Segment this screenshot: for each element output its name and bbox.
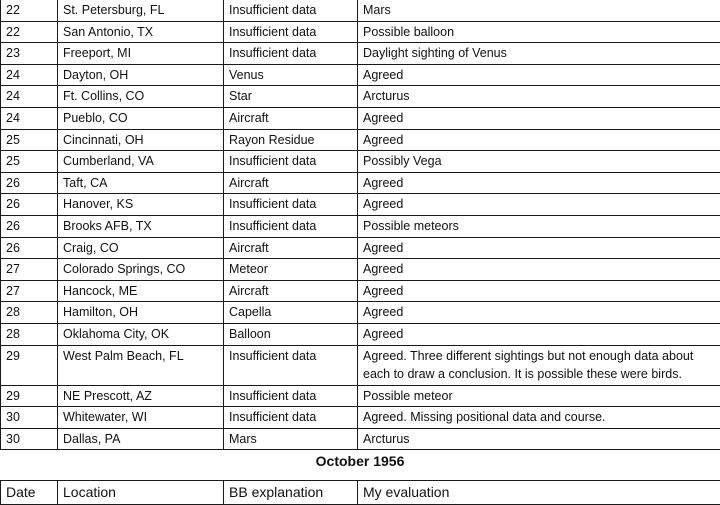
cell-bb-explanation: Venus [224,64,358,86]
cell-my-evaluation: Agreed [358,129,720,151]
cell-location: Craig, CO [58,237,224,259]
table-row [1,407,720,429]
cell-location: NE Prescott, AZ [58,385,224,407]
cell-location: Oklahoma City, OK [58,323,224,345]
cell-location: Dayton, OH [58,64,224,86]
cell-date: 24 [1,107,58,129]
cell-bb-explanation: Meteor [224,259,358,281]
cell-my-evaluation: Possible meteors [358,215,720,237]
header-location: Location [58,481,224,505]
cell-location: San Antonio, TX [58,21,224,43]
cell-date: 30 [1,428,58,450]
cell-bb-explanation: Insufficient data [224,43,358,65]
cell-my-evaluation: Arcturus [358,428,720,450]
cell-date: 25 [1,151,58,173]
table-row [1,280,720,302]
cell-bb-explanation: Insufficient data [224,345,358,385]
table-row [1,86,720,108]
table-row [1,129,720,151]
table-row [1,345,720,385]
header-table [0,480,720,505]
table-row [1,151,720,173]
cell-date: 26 [1,215,58,237]
header-my-evaluation: My evaluation [358,481,720,505]
table-row [1,172,720,194]
cell-date: 22 [1,0,58,21]
sightings-table-body [1,0,720,450]
cell-date: 23 [1,43,58,65]
cell-date: 25 [1,129,58,151]
cell-date: 28 [1,302,58,324]
cell-my-evaluation: Agreed [358,259,720,281]
cell-location: St. Petersburg, FL [58,0,224,21]
cell-location: Dallas, PA [58,428,224,450]
table-row [1,107,720,129]
cell-my-evaluation: Possible meteor [358,385,720,407]
cell-my-evaluation: Possibly Vega [358,151,720,173]
cell-location: Freeport, MI [58,43,224,65]
cell-location: Taft, CA [58,172,224,194]
cell-location: Hanover, KS [58,194,224,216]
cell-date: 26 [1,172,58,194]
header-date: Date [1,481,58,505]
cell-bb-explanation: Aircraft [224,280,358,302]
cell-bb-explanation: Insufficient data [224,215,358,237]
cell-my-evaluation: Agreed [358,107,720,129]
table-row [1,215,720,237]
table-row [1,43,720,65]
table-row [1,21,720,43]
cell-bb-explanation: Insufficient data [224,385,358,407]
cell-location: Hancock, ME [58,280,224,302]
cell-my-evaluation: Agreed [358,302,720,324]
table-row [1,428,720,450]
cell-location: Pueblo, CO [58,107,224,129]
cell-bb-explanation: Insufficient data [224,0,358,21]
table-row [1,323,720,345]
cell-date: 29 [1,345,58,385]
cell-date: 26 [1,194,58,216]
cell-my-evaluation: Agreed [358,194,720,216]
cell-my-evaluation: Agreed [358,172,720,194]
cell-bb-explanation: Insufficient data [224,194,358,216]
cell-my-evaluation: Mars [358,0,720,21]
cell-my-evaluation: Possible balloon [358,21,720,43]
cell-bb-explanation: Balloon [224,323,358,345]
table-row [1,259,720,281]
header-bb-explanation: BB explanation [224,481,358,505]
cell-location: West Palm Beach, FL [58,345,224,385]
cell-my-evaluation: Daylight sighting of Venus [358,43,720,65]
table-row [1,0,720,21]
cell-bb-explanation: Insufficient data [224,151,358,173]
cell-date: 22 [1,21,58,43]
cell-bb-explanation: Star [224,86,358,108]
cell-location: Brooks AFB, TX [58,215,224,237]
cell-location: Ft. Collins, CO [58,86,224,108]
cell-date: 27 [1,259,58,281]
cell-my-evaluation: Agreed. Three different sightings but not enough data about each to draw a conclusion. It is possible these were birds. [358,345,720,385]
cell-bb-explanation: Rayon Residue [224,129,358,151]
cell-date: 30 [1,407,58,429]
cell-my-evaluation: Arcturus [358,86,720,108]
cell-location: Colorado Springs, CO [58,259,224,281]
cell-date: 28 [1,323,58,345]
cell-bb-explanation: Insufficient data [224,21,358,43]
cell-bb-explanation: Aircraft [224,107,358,129]
cell-date: 29 [1,385,58,407]
cell-my-evaluation: Agreed [358,64,720,86]
cell-my-evaluation: Agreed [358,237,720,259]
cell-bb-explanation: Aircraft [224,172,358,194]
cell-bb-explanation: Insufficient data [224,407,358,429]
cell-bb-explanation: Mars [224,428,358,450]
cell-location: Hamilton, OH [58,302,224,324]
cell-date: 27 [1,280,58,302]
table-row [1,194,720,216]
table-row [1,64,720,86]
cell-date: 24 [1,86,58,108]
cell-location: Cincinnati, OH [58,129,224,151]
table-row [1,237,720,259]
header-row [1,481,720,505]
cell-bb-explanation: Aircraft [224,237,358,259]
cell-location: Cumberland, VA [58,151,224,173]
cell-date: 26 [1,237,58,259]
cell-location: Whitewater, WI [58,407,224,429]
cell-bb-explanation: Capella [224,302,358,324]
cell-date: 24 [1,64,58,86]
cell-my-evaluation: Agreed [358,280,720,302]
table-row [1,385,720,407]
cell-my-evaluation: Agreed. Missing positional data and course. [358,407,720,429]
cell-my-evaluation: Agreed [358,323,720,345]
section-title: October 1956 [0,453,720,469]
table-row [1,302,720,324]
